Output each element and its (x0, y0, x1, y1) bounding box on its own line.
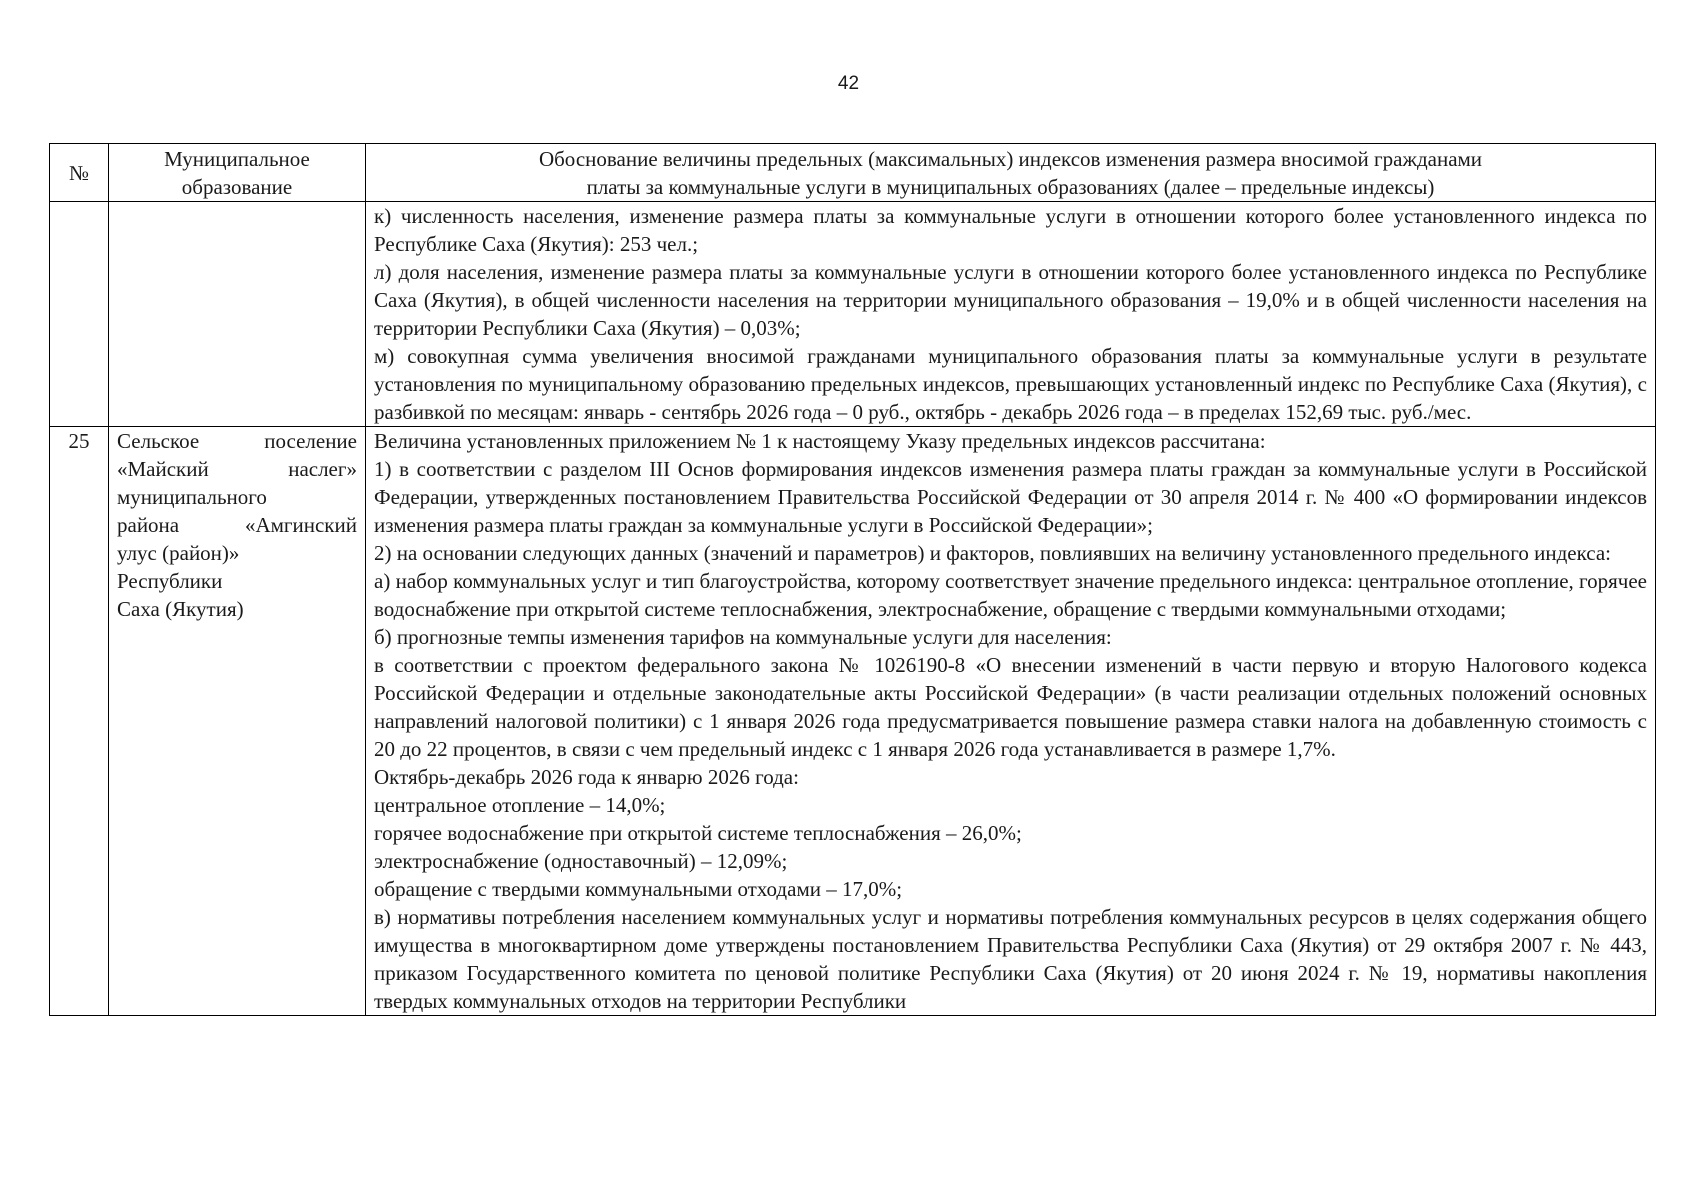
paragraph-1: 1) в соответствии с разделом III Основ формирования индексов изменения размера платы граждан за коммунальные услуги в Российской Федерации, утвержденных постановлением Правительства Российской Федерации от 30 апреля 2014 г. № 400 «О формировании индексов изменения размера платы граждан за коммунальные услуги в Российской Федерации»; (374, 457, 1647, 537)
paragraph-period: Октябрь-декабрь 2026 года к январю 2026 года: (374, 765, 799, 789)
paragraph-intro: Величина установленных приложением № 1 к настоящему Указу предельных индексов рассчитана: (374, 429, 1266, 453)
municipality-line-4: района «Амгинский (117, 513, 357, 537)
paragraph-hot-water: горячее водоснабжение при открытой системе теплоснабжения – 26,0%; (374, 821, 1022, 845)
header-num: № (50, 144, 109, 202)
municipality-line-1: Сельское поселение (117, 429, 357, 453)
paragraph-vat: в соответствии с проектом федерального закона № 1026190-8 «О внесении изменений в части первую и вторую Налогового кодекса Российской Федерации и отдельные законодательные акты Российской Федерации» (в части реализации отдельных положений основных направлений налоговой политики) с 1 января 2026 года предусматривается повышение размера ставки налога на добавленную стоимость с 20 до 22 процентов, в связи с чем предельный индекс с 1 января 2026 года устанавливается в размере 1,7%. (374, 653, 1647, 761)
page-number: 42 (837, 73, 860, 94)
paragraph-2: 2) на основании следующих данных (значений и параметров) и факторов, повлиявших на величину установленного предельного индекса: (374, 541, 1612, 565)
header-municipality: Муниципальное образование (109, 144, 366, 202)
municipality-line-5: улус (район)» (117, 541, 240, 565)
paragraph-electricity: электроснабжение (одноставочный) – 12,09%; (374, 849, 788, 873)
table-header-row (50, 144, 1656, 202)
row-continued-num (50, 202, 109, 427)
row-25-municipality (109, 427, 366, 1016)
table-row-25 (50, 427, 1656, 1016)
justification-table (49, 143, 1656, 1016)
municipality-line-2: «Майский наслег» (117, 457, 357, 481)
paragraph-l: л) доля населения, изменение размера платы за коммунальные услуги в отношении которого более установленного индекса по Республике Саха (Якутия), в общей численности населения на территории муниципального образования – 19,0% и в общей численности населения на территории Республики Саха (Якутия) – 0,03%; (374, 260, 1647, 340)
header-justification-line-1: Обоснование величины предельных (максимальных) индексов изменения размера вносимой гражданами (538, 147, 1483, 171)
municipality-line-7: Саха (Якутия) (117, 597, 244, 621)
paragraph-m: м) совокупная сумма увеличения вносимой гражданами муниципального образования платы за коммунальные услуги в результате установления по муниципальному образованию предельных индексов, превышающих установленный индекс по Республике Саха (Якутия), с разбивкой по месяцам: январь - сентябрь 2026 года – 0 руб., октябрь - декабрь 2026 года – в пределах 152,69 тыс. руб./мес. (374, 344, 1647, 424)
header-justification-line-2: платы за коммунальные услуги в муниципальных образованиях (далее – предельные индексы) (586, 175, 1435, 199)
header-justification (366, 144, 1656, 202)
paragraph-heating: центральное отопление – 14,0%; (374, 793, 666, 817)
row-25-num: 25 (50, 427, 109, 1016)
table-row-continued (50, 202, 1656, 427)
row-continued-justification (366, 202, 1656, 427)
municipality-line-6: Республики (117, 569, 223, 593)
row-25-justification (366, 427, 1656, 1016)
paragraph-k: к) численность населения, изменение размера платы за коммунальные услуги в отношении которого более установленного индекса по Республике Саха (Якутия): 253 чел.; (374, 204, 1647, 256)
paragraph-v: в) нормативы потребления населением коммунальных услуг и нормативы потребления коммунальных ресурсов в целях содержания общего имущества в многоквартирном доме утверждены постановлением Правительства Республики Саха (Якутия) от 29 октября 2007 г. № 443, приказом Государственного комитета по ценовой политике Республики Саха (Якутия) от 20 июня 2024 г. № 19, нормативы накопления твердых коммунальных отходов на территории Республики (374, 905, 1647, 1013)
paragraph-b: б) прогнозные темпы изменения тарифов на коммунальные услуги для населения: (374, 625, 1112, 649)
paragraph-waste: обращение с твердыми коммунальными отходами – 17,0%; (374, 877, 903, 901)
paragraph-a: а) набор коммунальных услуг и тип благоустройства, которому соответствует значение предельного индекса: центральное отопление, горячее водоснабжение при открытой системе теплоснабжения, электроснабжение, обращение с твердыми коммунальными отходами; (374, 569, 1647, 621)
municipality-line-3: муниципального (117, 485, 267, 509)
row-continued-municipality (109, 202, 366, 427)
